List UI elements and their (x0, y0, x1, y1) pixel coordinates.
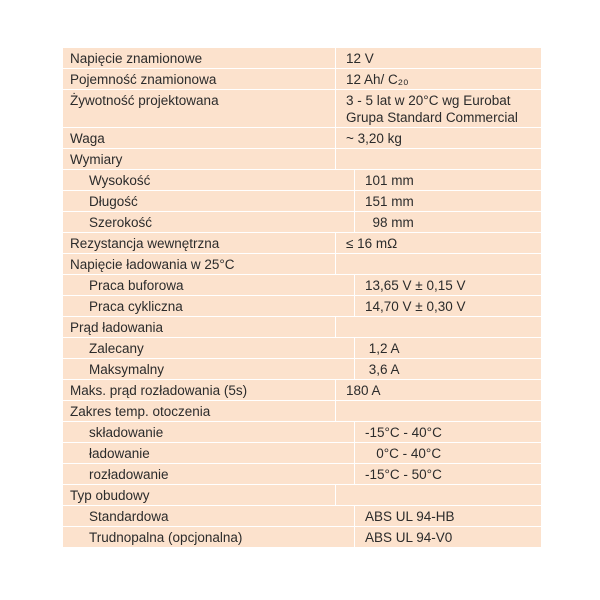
spec-value (336, 149, 541, 169)
spec-value: 13,65 V ± 0,15 V (365, 278, 466, 293)
spec-label: Wysokość (63, 170, 355, 190)
spec-row-standard-case (63, 506, 541, 527)
spec-row-cyclic-use (63, 296, 541, 317)
spec-value: ~ 3,20 kg (346, 131, 402, 146)
spec-label: Zalecany (63, 338, 355, 358)
spec-value-line-1: 3 - 5 lat w 20°C wg Eurobat (346, 93, 511, 108)
spec-value: 3,6 A (365, 362, 400, 377)
spec-row-rated-capacity (63, 69, 541, 90)
spec-label: Trudnopalna (opcjonalna) (63, 527, 355, 547)
spec-label: Waga (63, 128, 336, 148)
spec-label: Maksymalny (63, 359, 355, 379)
spec-row-height (63, 170, 541, 191)
spec-row-design-life (63, 90, 541, 128)
spec-row-charge-voltage-heading (63, 254, 541, 275)
spec-label: Standardowa (63, 506, 355, 526)
spec-value: ≤ 16 mΩ (346, 236, 398, 251)
spec-row-discharging-temp (63, 464, 541, 485)
spec-label: ładowanie (63, 443, 355, 463)
spec-row-rated-voltage (63, 48, 541, 69)
spec-label: Szerokość (63, 212, 355, 232)
spec-row-internal-resistance (63, 233, 541, 254)
spec-value: -15°C - 50°C (365, 467, 442, 482)
spec-value (336, 485, 541, 505)
spec-label: rozładowanie (63, 464, 355, 484)
spec-value-line-2: Grupa Standard Commercial (346, 110, 518, 125)
spec-row-width (63, 212, 541, 233)
spec-value: 98 mm (365, 215, 414, 230)
spec-row-maximum-current (63, 359, 541, 380)
spec-label: Typ obudowy (63, 485, 336, 505)
spec-label: Prąd ładowania (63, 317, 336, 337)
spec-row-temp-range-heading (63, 401, 541, 422)
spec-value (336, 254, 541, 274)
spec-label: Zakres temp. otoczenia (63, 401, 336, 421)
spec-label: Długość (63, 191, 355, 211)
spec-label: Napięcie znamionowe (63, 48, 336, 68)
spec-row-storage-temp (63, 422, 541, 443)
battery-spec-table (63, 48, 541, 547)
spec-value: 180 A (346, 383, 381, 398)
spec-label: Maks. prąd rozładowania (5s) (63, 380, 336, 400)
spec-row-charging-temp (63, 443, 541, 464)
spec-value: -15°C - 40°C (365, 425, 442, 440)
spec-value: 1,2 A (365, 341, 400, 356)
spec-value: 101 mm (365, 173, 414, 188)
spec-label: Pojemność znamionowa (63, 69, 336, 89)
spec-label: Praca buforowa (63, 275, 355, 295)
spec-row-weight (63, 128, 541, 149)
spec-label: Napięcie ładowania w 25°C (63, 254, 336, 274)
spec-row-dimensions-heading (63, 149, 541, 170)
spec-value: ABS UL 94-V0 (365, 530, 453, 545)
spec-label: Praca cykliczna (63, 296, 355, 316)
spec-label: Rezystancja wewnętrzna (63, 233, 336, 253)
spec-label: Żywotność projektowana (63, 90, 336, 127)
spec-value (336, 317, 541, 337)
spec-value: 14,70 V ± 0,30 V (365, 299, 466, 314)
spec-value: 12 V (346, 51, 374, 66)
spec-value: 151 mm (365, 194, 414, 209)
spec-value: ABS UL 94-HB (365, 509, 455, 524)
spec-value: 12 Ah/ C₂₀ (346, 72, 409, 87)
spec-value (336, 401, 541, 421)
spec-value: 0°C - 40°C (365, 446, 442, 461)
spec-row-charge-current-heading (63, 317, 541, 338)
spec-row-case-type-heading (63, 485, 541, 506)
spec-row-flame-retardant-case (63, 527, 541, 547)
spec-value (336, 90, 541, 127)
spec-label: Wymiary (63, 149, 336, 169)
spec-row-max-discharge-current (63, 380, 541, 401)
spec-label: składowanie (63, 422, 355, 442)
spec-row-recommended-current (63, 338, 541, 359)
spec-row-length (63, 191, 541, 212)
spec-row-float-use (63, 275, 541, 296)
